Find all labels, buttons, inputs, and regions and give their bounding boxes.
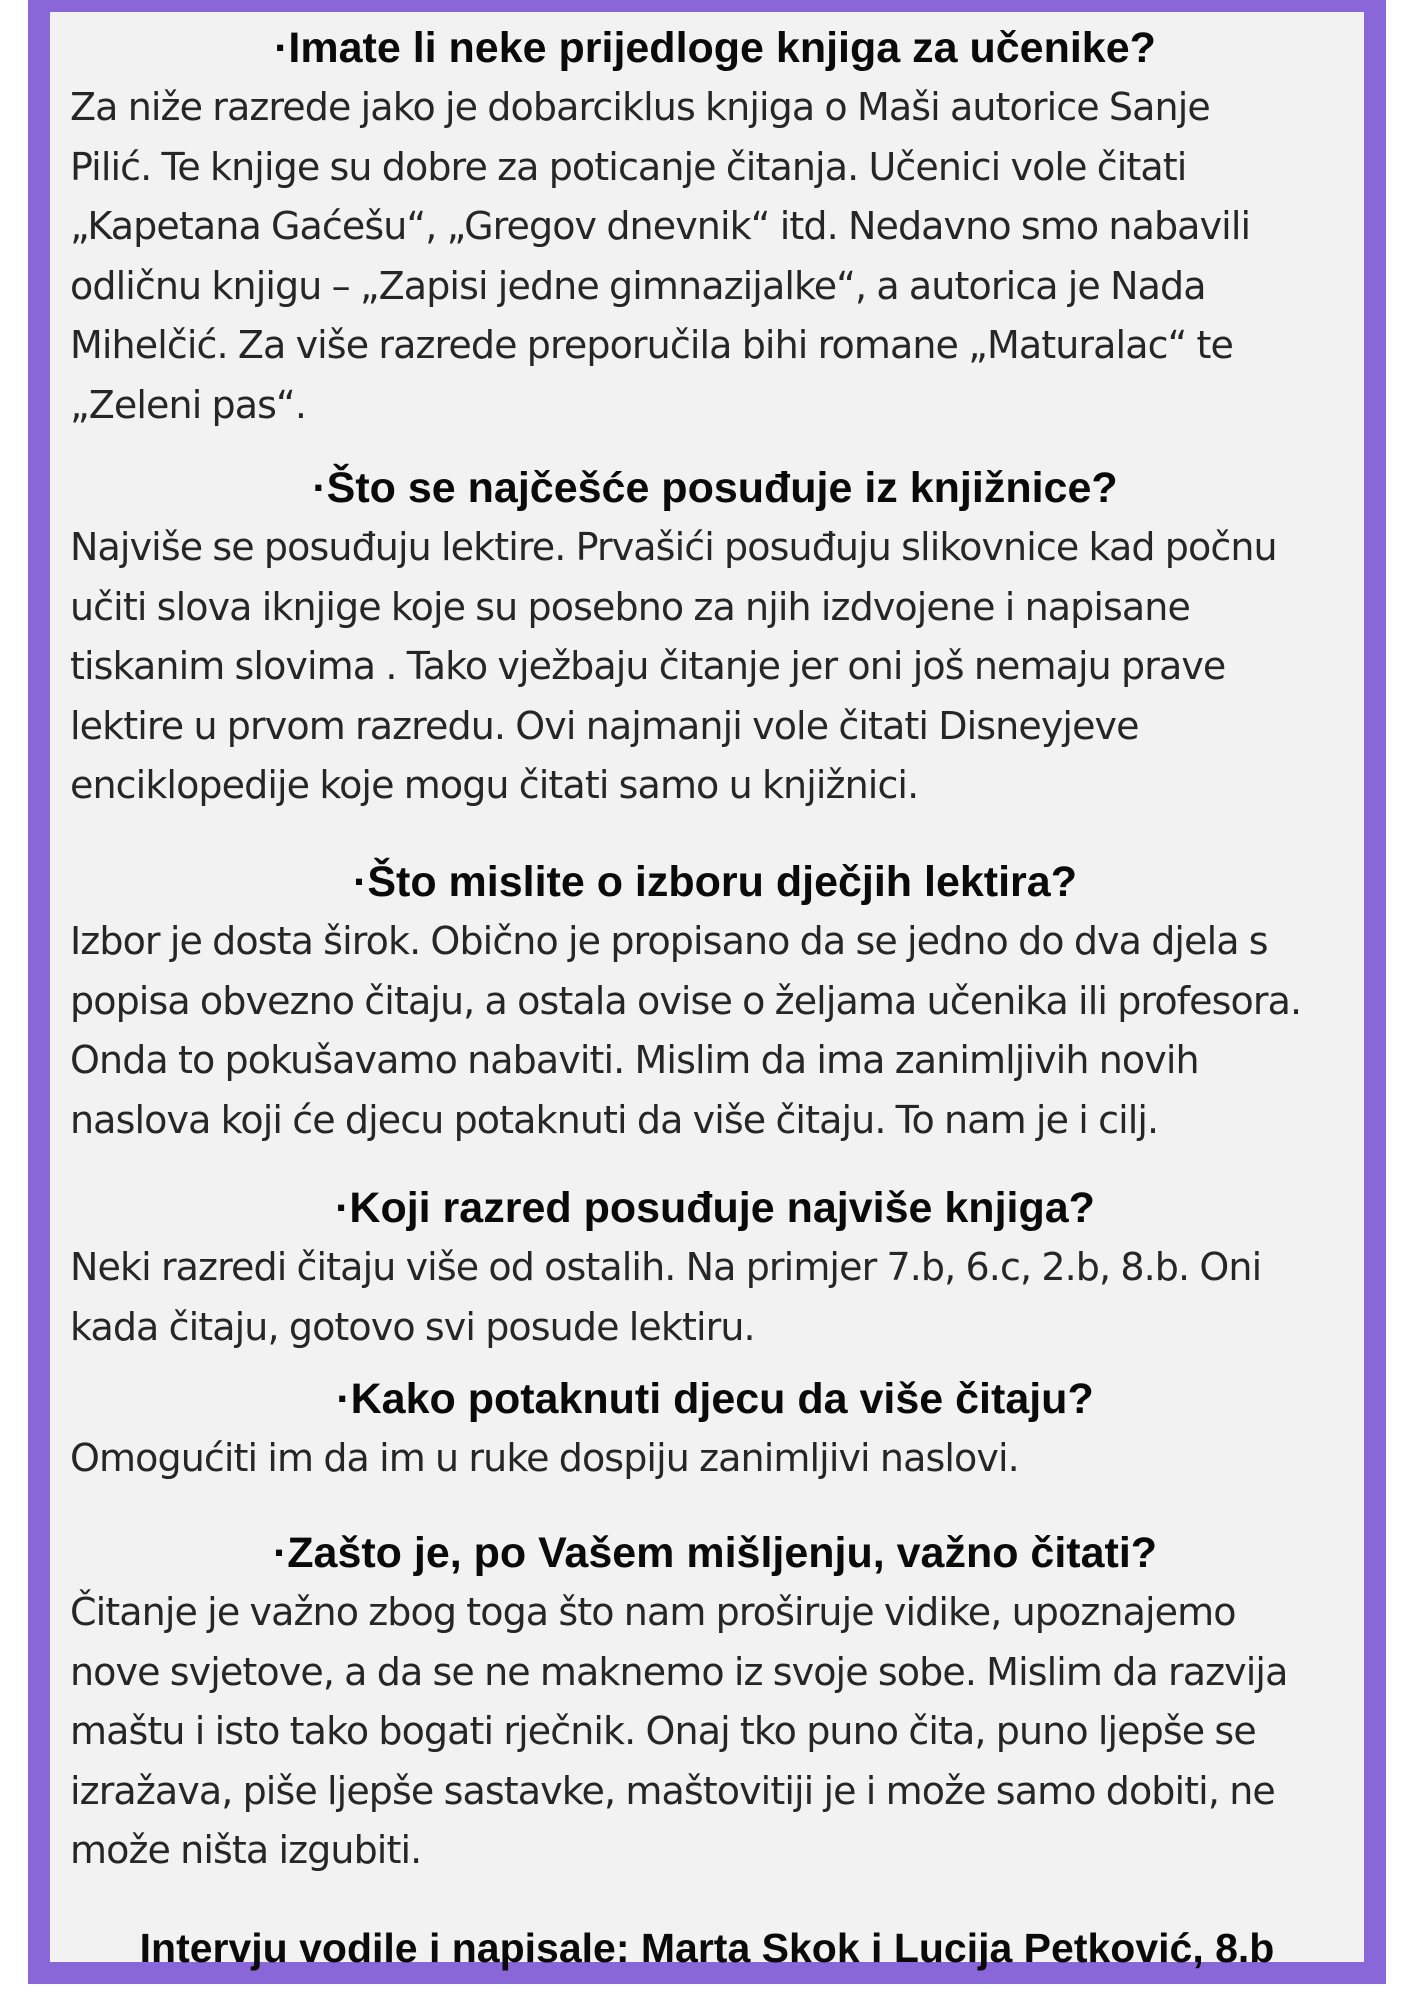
answer-text: Izbor je dosta širok. Obično je propisano da se jedno do dva djela s popisa obvezno čitaju, a ostala ovise o željama učenika ili profesora. Onda to pokušavamo nabaviti. Mislim da ima zanimljivih novih naslova koji će djecu potaknuti da više čitaju. To nam je i cilj. bbox=[70, 919, 1302, 1142]
section-most-borrowed bbox=[70, 458, 1370, 816]
answer-text: Za niže razrede jako je dobarciklus knjiga o Maši autorice Sanje Pilić. Te knjige su dobre za poticanje čitanja. Učenici vole čitati „Kapetana Gaćešu“, „Gregov dnevnik“ itd. Nedavno smo nabavili odličnu knjigu – „Zapisi jedne gimnazijalke“, a autorica je Nada Mihelčić. Za više razrede preporučila bihi romane „Maturalac“ te „Zeleni pas“. bbox=[70, 85, 1251, 427]
question-heading: ·Kako potaknuti djecu da više čitaju? bbox=[336, 1375, 1094, 1423]
question-heading: ·Koji razred posuđuje najviše knjiga? bbox=[335, 1184, 1095, 1232]
answer-text: Neki razredi čitaju više od ostalih. Na primjer 7.b, 6.c, 2.b, 8.b. Oni kada čitaju, gotovo svi posude lektiru. bbox=[70, 1245, 1262, 1349]
answer-text: Omogućiti im da im u ruke dospiju zanimljivi naslovi. bbox=[70, 1436, 1019, 1480]
section-why-read bbox=[70, 1523, 1370, 1881]
section-reading-list-choice bbox=[70, 852, 1370, 1150]
answer-text: Najviše se posuđuju lektire. Prvašići posuđuju slikovnice kad počnu učiti slova iknjige koje su posebno za njih izdvojene i napisane tiskanim slovima . Tako vježbaju čitanje jer oni još nemaju prave lektire u prvom razredu. Ovi najmanji vole čitati Disneyjeve enciklopedije koje mogu čitati samo u knjižnici. bbox=[70, 525, 1277, 807]
section-book-suggestions bbox=[70, 18, 1370, 435]
answer-text: Čitanje je važno zbog toga što nam proširuje vidike, upoznajemo nove svjetove, a da se ne maknemo iz svoje sobe. Mislim da razvija maštu i isto tako bogati rječnik. Onaj tko puno čita, puno ljepše se izražava, piše ljepše sastavke, maštovitiji je i može samo dobiti, ne može ništa izgubiti. bbox=[70, 1590, 1288, 1872]
question-heading: ·Imate li neke prijedloge knjiga za učenike? bbox=[274, 24, 1156, 72]
section-top-class bbox=[70, 1178, 1370, 1357]
question-heading: ·Što mislite o izboru dječjih lektira? bbox=[353, 858, 1077, 906]
question-heading: ·Zašto je, po Vašem mišljenju, važno čitati? bbox=[272, 1529, 1158, 1577]
question-heading: ·Što se najčešće posuđuje iz knjižnice? bbox=[312, 464, 1118, 512]
interview-credits: Intervju vodile i napisale: Marta Skok i Lucija Petković, 8.b bbox=[139, 1925, 1275, 1971]
section-encourage-reading bbox=[70, 1369, 1370, 1489]
